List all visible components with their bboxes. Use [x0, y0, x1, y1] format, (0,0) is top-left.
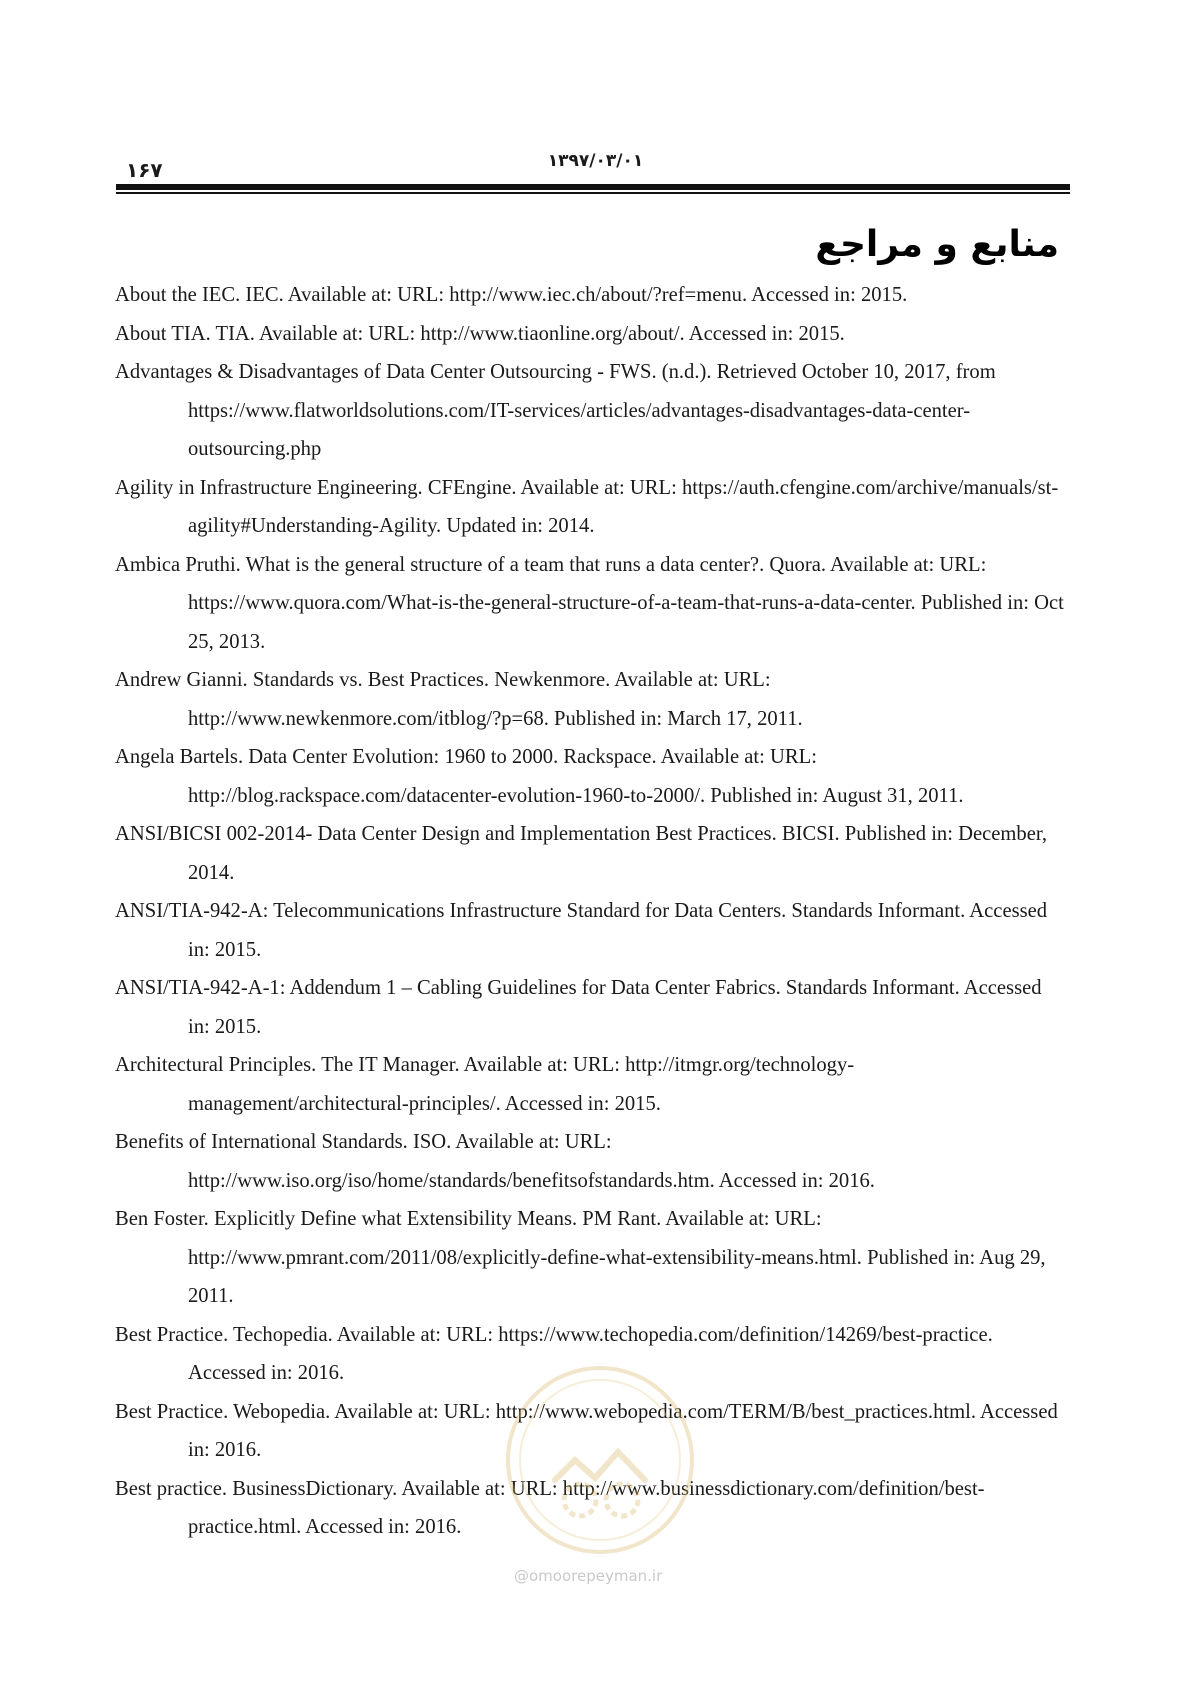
reference-item: ANSI/BICSI 002-2014- Data Center Design and Implementation Best Practices. BICSI. Published in: December, 2014. [115, 823, 1048, 884]
reference-item: Benefits of International Standards. ISO. Available at: URL: http://www.iso.org/iso/home/standards/benefitsofstandards.htm. Accessed in: 2016. [115, 1131, 875, 1192]
reference-item: Agility in Infrastructure Engineering. CFEngine. Available at: URL: https://auth.cfengine.com/archive/manuals/st-agility#Understanding-Agility. Updated in: 2014. [115, 476, 1059, 537]
reference-item: Ambica Pruthi. What is the general structure of a team that runs a data center?. Quora. Available at: URL: https://www.quora.com/What-is-the-general-structure-of-a-team-that-runs-a-data-center. Published in: Oct 25, 2013. [115, 553, 1064, 653]
watermark-text: @omoorepeyman.ir [514, 1567, 663, 1585]
reference-item: Andrew Gianni. Standards vs. Best Practices. Newkenmore. Available at: URL: http://www.newkenmore.com/itblog/?p=68. Published in: March 17, 2011. [115, 669, 803, 730]
reference-item: About the IEC. IEC. Available at: URL: http://www.iec.ch/about/?ref=menu. Accessed in: 2015. [115, 284, 908, 306]
page-number: ١۶٧ [126, 158, 163, 182]
reference-item: Architectural Principles. The IT Manager. Available at: URL: http://itmgr.org/technology-management/architectural-principles/. Accessed in: 2015. [115, 1054, 855, 1115]
reference-item: ANSI/TIA-942-A: Telecommunications Infrastructure Standard for Data Centers. Standards Informant. Accessed in: 2015. [115, 900, 1048, 961]
header-rule-thin [116, 192, 1070, 194]
reference-item: Advantages & Disadvantages of Data Center Outsourcing - FWS. (n.d.). Retrieved October 10, 2017, from https://www.flatworldsolutions.com/IT-services/articles/advantages-disadvantages-data-center-outsourcing.php [115, 361, 996, 460]
reference-list [115, 276, 1065, 1547]
header-rule [116, 184, 1070, 190]
section-title: منابع و مراجع [815, 224, 1059, 265]
reference-item: Best Practice. Techopedia. Available at: URL: https://www.techopedia.com/definition/14269/best-practice. Accessed in: 2016. [115, 1323, 993, 1384]
reference-item: Angela Bartels. Data Center Evolution: 1960 to 2000. Rackspace. Available at: URL: http://blog.rackspace.com/datacenter-evolution-1960-to-2000/. Published in: August 31, 2011. [115, 746, 964, 807]
header-date: ١٣٩٧/٠٣/٠١ [547, 151, 644, 171]
reference-item: ANSI/TIA-942-A-1: Addendum 1 – Cabling Guidelines for Data Center Fabrics. Standards Informant. Accessed in: 2015. [115, 977, 1042, 1038]
reference-item: Best practice. BusinessDictionary. Available at: URL: http://www.businessdictionary.com/definition/best-practice.html. Accessed in: 2016. [115, 1477, 985, 1538]
reference-item: Best Practice. Webopedia. Available at: URL: http://www.webopedia.com/TERM/B/best_practices.html. Accessed in: 2016. [115, 1400, 1058, 1461]
reference-item: Ben Foster. Explicitly Define what Extensibility Means. PM Rant. Available at: URL: http://www.pmrant.com/2011/08/explicitly-define-what-extensibility-means.html. Published in: Aug 29, 2011. [115, 1208, 1046, 1307]
reference-item: About TIA. TIA. Available at: URL: http://www.tiaonline.org/about/. Accessed in: 2015. [115, 322, 845, 345]
